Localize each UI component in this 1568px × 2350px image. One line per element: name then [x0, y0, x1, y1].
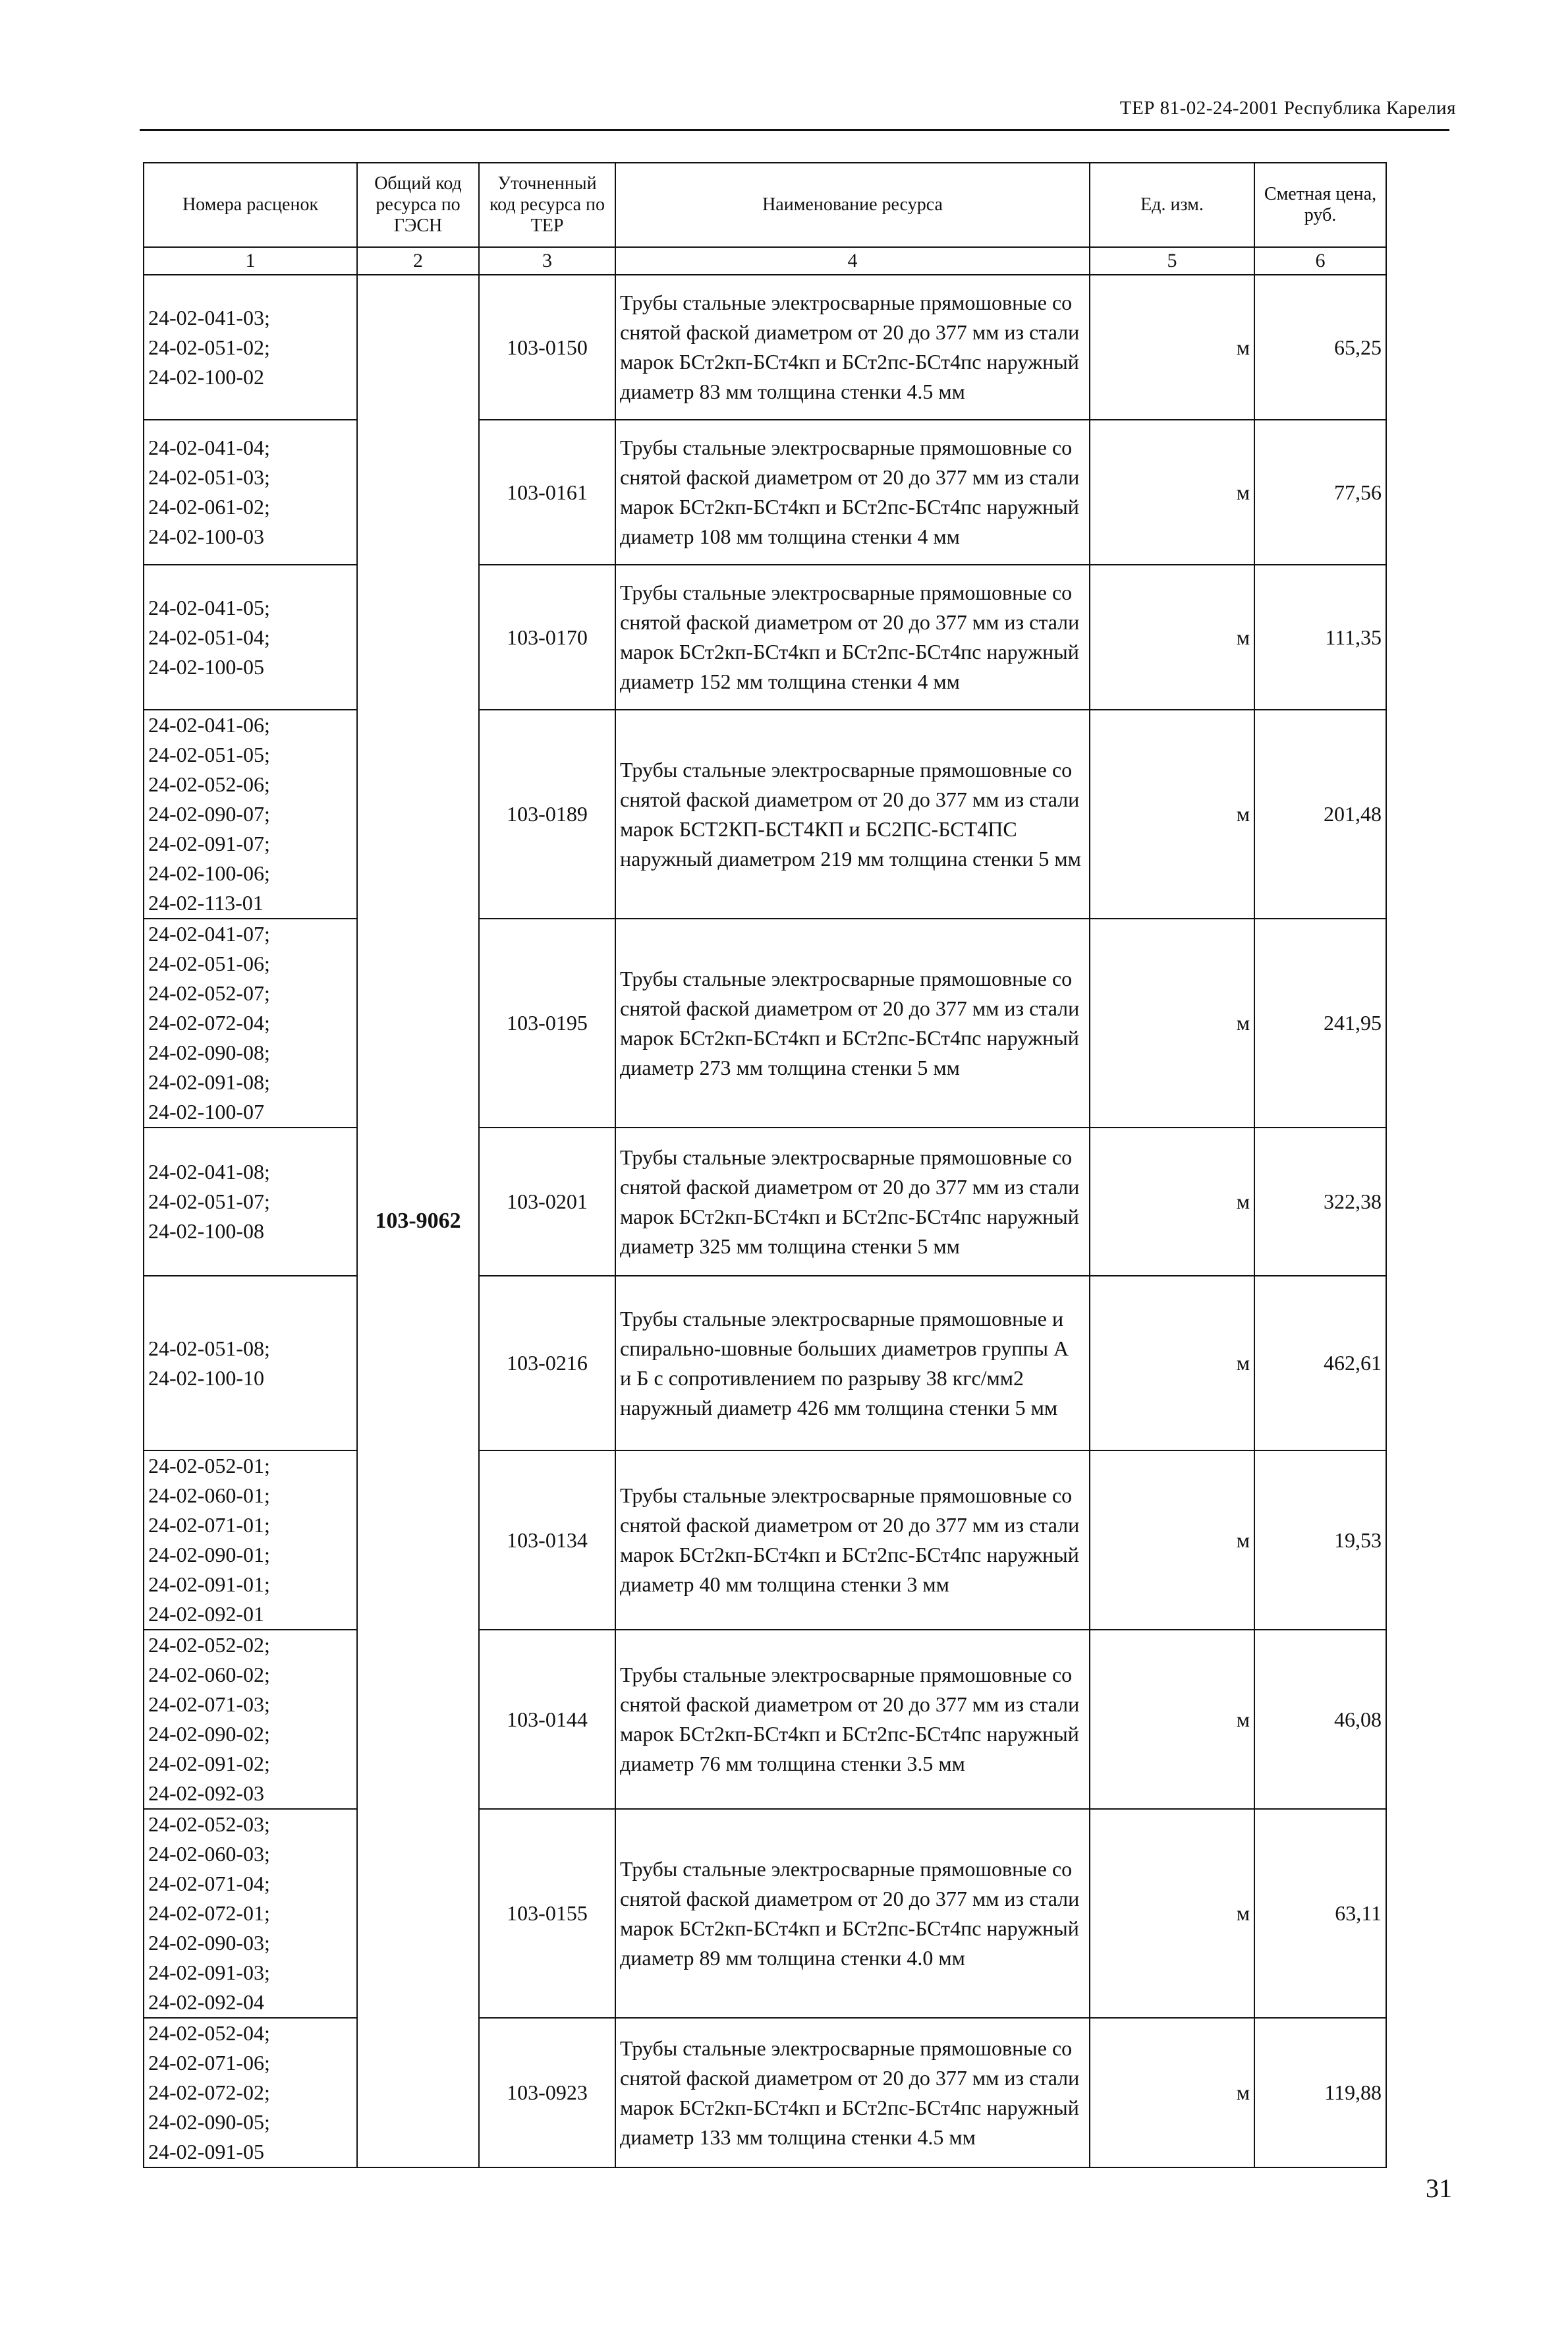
resource-name-cell: Трубы стальные электросварные прямошовные и спирально-шовные больших диаметров группы А и Б с сопротивлением по разрыву 38 кгс/мм2 наружный диаметр 426 мм толщина стенки 5 мм [615, 1276, 1090, 1450]
rate-codes-cell [144, 275, 357, 420]
header-codes: Номера расценок [144, 163, 357, 247]
rate-codes-cell [144, 2018, 357, 2167]
gesn-code-cell: 103-9062 [357, 275, 479, 2167]
rate-code: 24-02-052-06; [148, 772, 270, 796]
rate-code: 24-02-100-10 [148, 1365, 264, 1390]
price-cell: 77,56 [1254, 420, 1386, 565]
resource-price-table [143, 162, 1387, 2168]
resource-name-cell: Трубы стальные электросварные прямошовные со снятой фаской диаметром от 20 до 377 мм из стали марок БСт2кп-БСт4кп и БСт2пс-БСт4пс наружный диаметр 152 мм толщина стенки 4 мм [615, 565, 1090, 710]
table-header-row [144, 163, 1386, 247]
rate-code: 24-02-091-07; [148, 832, 270, 855]
rate-codes-cell [144, 1450, 357, 1630]
table-row [144, 1450, 1386, 1630]
header-price: Сметная цена, руб. [1254, 163, 1386, 247]
price-cell: 111,35 [1254, 565, 1386, 710]
price-cell: 201,48 [1254, 710, 1386, 919]
rate-code: 24-02-100-06; [148, 861, 270, 885]
rate-code: 24-02-041-08; [148, 1160, 270, 1184]
rate-code: 24-02-090-03; [148, 1931, 270, 1955]
unit-cell: м [1090, 420, 1254, 565]
table-row [144, 710, 1386, 919]
ter-code-cell: 103-0195 [479, 919, 615, 1128]
column-number: 1 [144, 247, 357, 275]
resource-name-cell: Трубы стальные электросварные прямошовные со снятой фаской диаметром от 20 до 377 мм из стали марок БСт2кп-БСт4кп и БСт2пс-БСт4пс наружный диаметр 40 мм толщина стенки 3 мм [615, 1450, 1090, 1630]
rate-code: 24-02-100-03 [148, 525, 264, 548]
rate-code: 24-02-052-03; [148, 1812, 270, 1836]
rate-code: 24-02-072-04; [148, 1011, 270, 1035]
unit-cell: м [1090, 1630, 1254, 1809]
table-row [144, 1809, 1386, 2018]
ter-code-cell: 103-0155 [479, 1809, 615, 2018]
unit-cell: м [1090, 2018, 1254, 2167]
unit-cell: м [1090, 275, 1254, 420]
rate-code: 24-02-092-03 [148, 1781, 264, 1805]
rate-code: 24-02-051-07; [148, 1189, 270, 1213]
table-row [144, 1276, 1386, 1450]
rate-code: 24-02-051-06; [148, 952, 270, 975]
price-cell: 462,61 [1254, 1276, 1386, 1450]
page-number: 31 [1426, 2173, 1452, 2203]
rate-code: 24-02-100-07 [148, 1100, 264, 1124]
rate-code: 24-02-090-05; [148, 2110, 270, 2134]
price-cell: 63,11 [1254, 1809, 1386, 2018]
column-number: 5 [1090, 247, 1254, 275]
unit-cell: м [1090, 1128, 1254, 1276]
table-row [144, 420, 1386, 565]
unit-cell: м [1090, 919, 1254, 1128]
rate-code: 24-02-071-03; [148, 1692, 270, 1716]
resource-name-cell: Трубы стальные электросварные прямошовные со снятой фаской диаметром от 20 до 377 мм из стали марок БСт2кп-БСт4кп и БСт2пс-БСт4пс наружный диаметр 108 мм толщина стенки 4 мм [615, 420, 1090, 565]
header-resource-name: Наименование ресурса [615, 163, 1090, 247]
unit-cell: м [1090, 1276, 1254, 1450]
rate-code: 24-02-100-05 [148, 654, 264, 679]
rate-code: 24-02-072-02; [148, 2080, 270, 2104]
rate-code: 24-02-090-01; [148, 1543, 270, 1566]
resource-name-cell: Трубы стальные электросварные прямошовные со снятой фаской диаметром от 20 до 377 мм из стали марок БСт2кп-БСт4кп и БСт2пс-БСт4пс наружный диаметр 133 мм толщина стенки 4.5 мм [615, 2018, 1090, 2167]
header-ter-code: Уточненный код ресурса по ТЕР [479, 163, 615, 247]
table-row [144, 565, 1386, 710]
rate-code: 24-02-041-07; [148, 922, 270, 946]
rate-code: 24-02-041-06; [148, 713, 270, 737]
price-cell: 65,25 [1254, 275, 1386, 420]
rate-codes-cell [144, 420, 357, 565]
ter-code-cell: 103-0923 [479, 2018, 615, 2167]
column-number: 2 [357, 247, 479, 275]
resource-name-cell: Трубы стальные электросварные прямошовные со снятой фаской диаметром от 20 до 377 мм из стали марок БСт2кп-БСт4кп и БСт2пс-БСт4пс наружный диаметр 83 мм толщина стенки 4.5 мм [615, 275, 1090, 420]
rate-code: 24-02-060-02; [148, 1663, 270, 1686]
document-header: ТЕР 81-02-24-2001 Республика Карелия [1119, 98, 1456, 119]
column-number: 6 [1254, 247, 1386, 275]
table-row [144, 1128, 1386, 1276]
rate-code: 24-02-051-04; [148, 625, 270, 649]
rate-code: 24-02-113-01 [148, 891, 264, 915]
ter-code-cell: 103-0189 [479, 710, 615, 919]
price-cell: 322,38 [1254, 1128, 1386, 1276]
rate-codes-cell [144, 1276, 357, 1450]
rate-code: 24-02-090-02; [148, 1722, 270, 1746]
rate-code: 24-02-041-03; [148, 305, 270, 330]
table-row [144, 919, 1386, 1128]
price-cell: 46,08 [1254, 1630, 1386, 1809]
ter-code-cell: 103-0161 [479, 420, 615, 565]
rate-code: 24-02-091-02; [148, 1752, 270, 1775]
rate-code: 24-02-051-05; [148, 743, 270, 766]
price-cell: 119,88 [1254, 2018, 1386, 2167]
table-body [144, 275, 1386, 2167]
rate-codes-cell [144, 1630, 357, 1809]
ter-code-cell: 103-0134 [479, 1450, 615, 1630]
rate-code: 24-02-052-01; [148, 1454, 270, 1477]
resource-name-cell: Трубы стальные электросварные прямошовные со снятой фаской диаметром от 20 до 377 мм из стали марок БСт2кп-БСт4кп и БСт2пс-БСт4пс наружный диаметр 76 мм толщина стенки 3.5 мм [615, 1630, 1090, 1809]
table-row [144, 275, 1386, 420]
rate-code: 24-02-051-08; [148, 1336, 270, 1360]
unit-cell: м [1090, 1809, 1254, 2018]
rate-code: 24-02-072-01; [148, 1901, 270, 1925]
rate-code: 24-02-052-07; [148, 981, 270, 1005]
price-cell: 241,95 [1254, 919, 1386, 1128]
rate-code: 24-02-100-08 [148, 1219, 264, 1243]
rate-code: 24-02-091-03; [148, 1961, 270, 1984]
rate-code: 24-02-071-04; [148, 1872, 270, 1895]
column-number: 4 [615, 247, 1090, 275]
rate-code: 24-02-071-06; [148, 2051, 270, 2075]
rate-code: 24-02-041-05; [148, 595, 270, 619]
rate-codes-cell [144, 710, 357, 919]
unit-cell: м [1090, 710, 1254, 919]
column-number-row [144, 247, 1386, 275]
table-row [144, 2018, 1386, 2167]
ter-code-cell: 103-0150 [479, 275, 615, 420]
price-cell: 19,53 [1254, 1450, 1386, 1630]
rate-code: 24-02-051-03; [148, 465, 270, 489]
rate-code: 24-02-100-02 [148, 364, 264, 389]
table-row [144, 1630, 1386, 1809]
resource-name-cell: Трубы стальные электросварные прямошовные со снятой фаской диаметром от 20 до 377 мм из стали марок БСТ2КП-БСТ4КП и БС2ПС-БСТ4ПС наружный диаметром 219 мм толщина стенки 5 мм [615, 710, 1090, 919]
rate-code: 24-02-061-02; [148, 495, 270, 519]
header-rule [140, 129, 1449, 131]
resource-name-cell: Трубы стальные электросварные прямошовные со снятой фаской диаметром от 20 до 377 мм из стали марок БСт2кп-БСт4кп и БСт2пс-БСт4пс наружный диаметр 273 мм толщина стенки 5 мм [615, 919, 1090, 1128]
rate-code: 24-02-051-02; [148, 335, 270, 359]
unit-cell: м [1090, 1450, 1254, 1630]
unit-cell: м [1090, 565, 1254, 710]
column-number: 3 [479, 247, 615, 275]
rate-code: 24-02-060-03; [148, 1842, 270, 1866]
rate-code: 24-02-092-04 [148, 1990, 264, 2014]
rate-code: 24-02-091-01; [148, 1572, 270, 1596]
rate-code: 24-02-041-04; [148, 436, 270, 459]
rate-codes-cell [144, 1128, 357, 1276]
header-unit: Ед. изм. [1090, 163, 1254, 247]
rate-codes-cell [144, 919, 357, 1128]
ter-code-cell: 103-0216 [479, 1276, 615, 1450]
ter-code-cell: 103-0144 [479, 1630, 615, 1809]
ter-code-cell: 103-0201 [479, 1128, 615, 1276]
rate-code: 24-02-090-07; [148, 802, 270, 826]
rate-code: 24-02-091-05 [148, 2140, 264, 2164]
rate-codes-cell [144, 565, 357, 710]
ter-code-cell: 103-0170 [479, 565, 615, 710]
rate-code: 24-02-092-01 [148, 1602, 264, 1626]
rate-code: 24-02-090-08; [148, 1041, 270, 1064]
rate-code: 24-02-052-02; [148, 1633, 270, 1657]
rate-codes-cell [144, 1809, 357, 2018]
rate-code: 24-02-060-01; [148, 1483, 270, 1507]
rate-code: 24-02-091-08; [148, 1070, 270, 1094]
rate-code: 24-02-071-01; [148, 1513, 270, 1537]
resource-name-cell: Трубы стальные электросварные прямошовные со снятой фаской диаметром от 20 до 377 мм из стали марок БСт2кп-БСт4кп и БСт2пс-БСт4пс наружный диаметр 325 мм толщина стенки 5 мм [615, 1128, 1090, 1276]
header-gesn-code: Общий код ресурса по ГЭСН [357, 163, 479, 247]
rate-code: 24-02-052-04; [148, 2021, 270, 2045]
resource-name-cell: Трубы стальные электросварные прямошовные со снятой фаской диаметром от 20 до 377 мм из стали марок БСт2кп-БСт4кп и БСт2пс-БСт4пс наружный диаметр 89 мм толщина стенки 4.0 мм [615, 1809, 1090, 2018]
